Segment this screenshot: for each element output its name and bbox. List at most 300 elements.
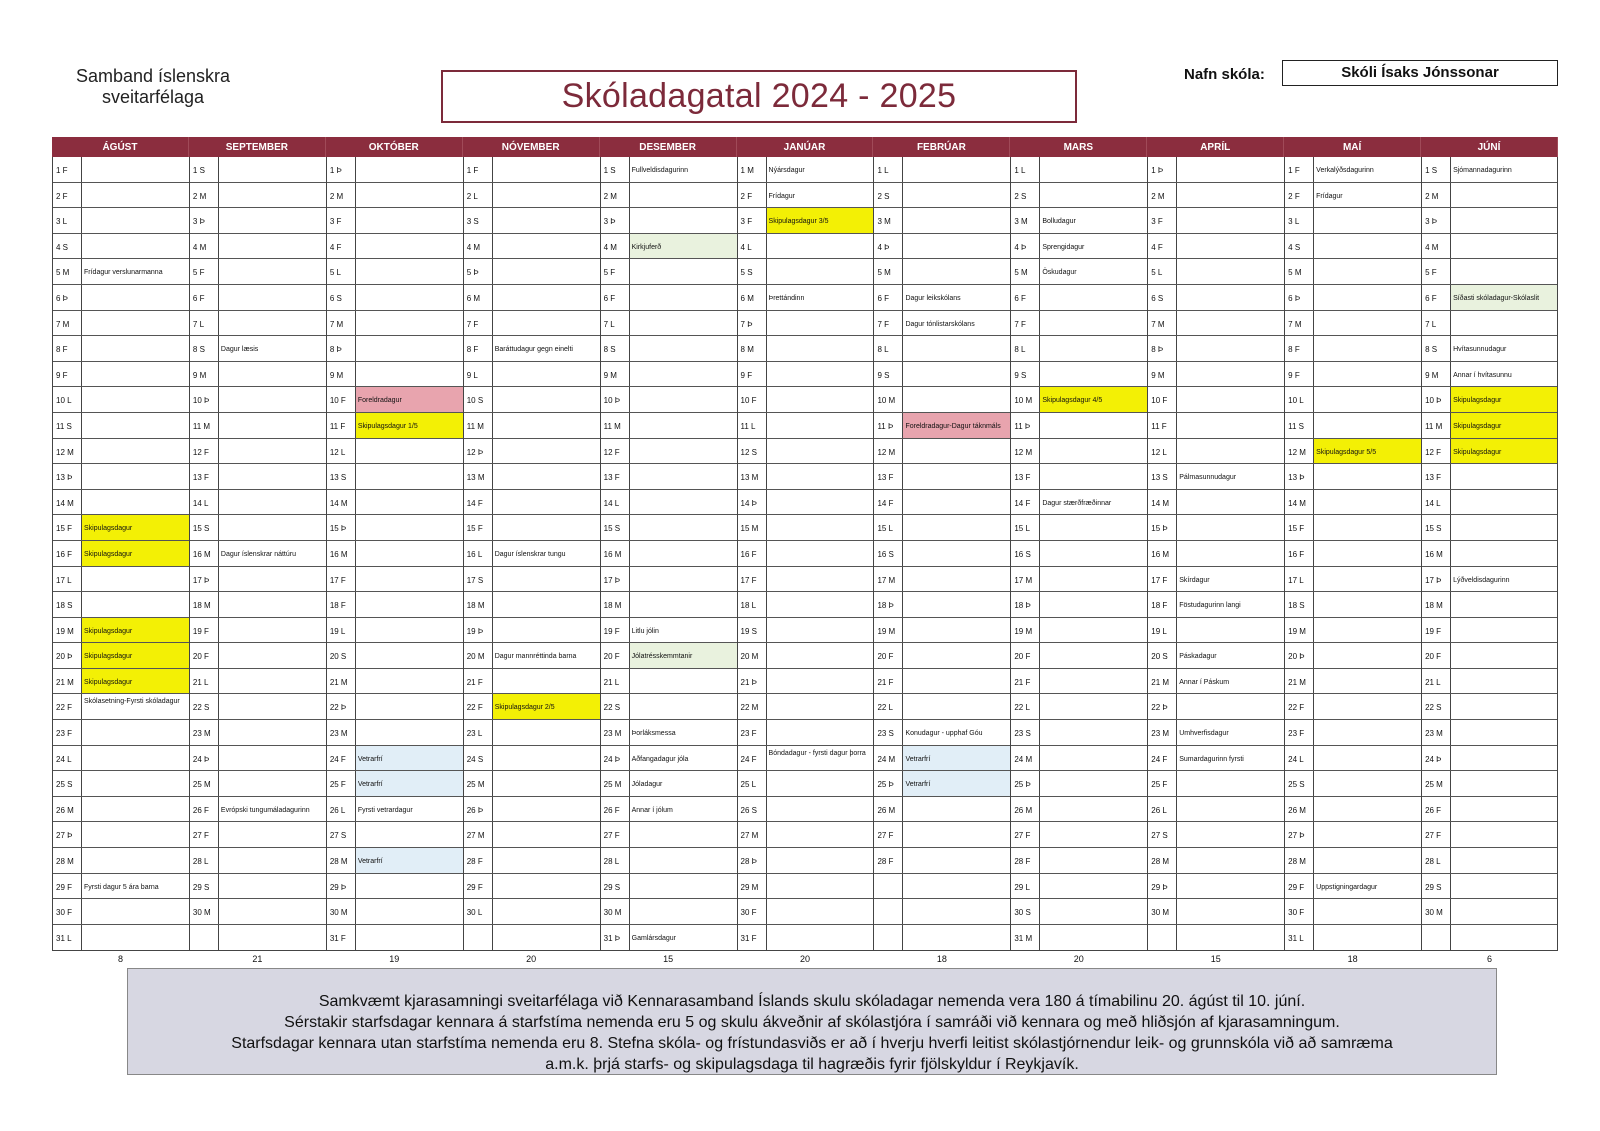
day-number: 5 L: [1148, 259, 1177, 284]
day-cell: [601, 848, 737, 874]
day-cell: [1011, 413, 1147, 439]
day-event: Bóndadagur - fyrsti dagur þorra: [768, 749, 866, 757]
day-cell: [327, 515, 463, 541]
day-number: 13 M: [738, 464, 767, 489]
day-event: Skipulagsdagur 5/5: [1314, 439, 1421, 464]
day-cell: [327, 259, 463, 285]
day-event: [219, 387, 326, 412]
day-cell: [327, 720, 463, 746]
day-number: 18 F: [1148, 592, 1177, 617]
day-event: [219, 464, 326, 489]
day-cell: [190, 413, 326, 439]
day-cell: [1285, 822, 1421, 848]
day-cell: [1148, 157, 1284, 183]
day-event: Skipulagsdagur: [82, 669, 189, 694]
day-cell: [738, 592, 874, 618]
day-number: 8 Þ: [327, 336, 356, 361]
day-cell: [327, 413, 463, 439]
day-number: 15 L: [1011, 515, 1040, 540]
day-event: Skipulagsdagur 1/5: [356, 413, 463, 438]
day-cell: [464, 362, 600, 388]
day-event: [356, 925, 463, 951]
day-cell: [1285, 541, 1421, 567]
day-event: [1040, 413, 1147, 438]
day-event: [1314, 515, 1421, 540]
day-cell: [874, 208, 1010, 234]
day-cell: [1148, 694, 1284, 720]
day-cell: [327, 234, 463, 260]
day-event: [82, 336, 189, 361]
day-cell: [601, 234, 737, 260]
day-number: 23 M: [601, 720, 630, 745]
day-cell: [190, 362, 326, 388]
day-cell: [738, 439, 874, 465]
day-event: [356, 157, 463, 182]
day-number: 24 F: [327, 746, 356, 771]
day-event: [767, 234, 874, 259]
day-number: 16 M: [327, 541, 356, 566]
day-cell: [1422, 336, 1557, 362]
day-number: 4 F: [1148, 234, 1177, 259]
day-cell: [1285, 925, 1421, 951]
day-number: 14 M: [327, 490, 356, 515]
day-number: 11 M: [1422, 413, 1451, 438]
day-event: [82, 746, 189, 771]
day-event: [1177, 899, 1284, 924]
day-number: [874, 899, 903, 924]
day-event: [493, 899, 600, 924]
day-cell: [874, 643, 1010, 669]
day-cell: [1011, 336, 1147, 362]
day-number: 7 M: [1285, 311, 1314, 336]
day-cell: [1011, 311, 1147, 337]
day-number: 3 Þ: [1422, 208, 1451, 233]
day-number: 20 Þ: [53, 643, 82, 668]
day-number: 25 M: [601, 771, 630, 796]
day-event: [903, 592, 1010, 617]
day-number: 20 F: [601, 643, 630, 668]
day-event: Aðfangadagur jóla: [631, 755, 689, 763]
month-column: [1284, 157, 1421, 950]
day-number: 28 M: [1148, 848, 1177, 873]
day-cell: [464, 490, 600, 516]
day-number: 27 F: [1422, 822, 1451, 847]
day-event: [1314, 669, 1421, 694]
day-cell: [327, 336, 463, 362]
day-event: [1177, 515, 1284, 540]
day-event: Öskudagur: [1042, 269, 1077, 277]
month-column: [737, 157, 874, 950]
day-number: 17 F: [738, 567, 767, 592]
day-number: [874, 874, 903, 899]
day-event: [1177, 285, 1284, 310]
note-line-2: Sérstakir starfsdagar kennara á starfstíma nemenda eru 5 og skulu ákveðnir af skólastjóra í samráði við kennara og með hliðsjón af kjarasamningum.: [284, 1014, 1340, 1031]
day-cell: [1422, 771, 1557, 797]
day-number: 8 Þ: [1148, 336, 1177, 361]
day-event: [356, 490, 463, 515]
day-event: Jólatrésskemmtanir: [630, 643, 737, 668]
day-event: [903, 643, 1010, 668]
day-cell: [327, 439, 463, 465]
day-number: 24 L: [1285, 746, 1314, 771]
day-cell: [1148, 848, 1284, 874]
day-cell: [738, 822, 874, 848]
day-event: [356, 643, 463, 668]
day-number: 4 M: [190, 234, 219, 259]
day-cell: [738, 259, 874, 285]
day-cell: [1011, 208, 1147, 234]
day-event: [219, 874, 326, 899]
day-event: [767, 515, 874, 540]
day-cell: [1285, 592, 1421, 618]
day-event: [356, 669, 463, 694]
day-cell: [601, 515, 737, 541]
day-event: [493, 515, 600, 540]
day-event: Skipulagsdagur 3/5: [767, 208, 874, 233]
day-event: [356, 899, 463, 924]
day-cell: [874, 439, 1010, 465]
day-number: 19 M: [53, 618, 82, 643]
day-event: [493, 157, 600, 182]
day-cell: [874, 874, 1010, 900]
day-cell: [53, 771, 189, 797]
day-event: [1314, 771, 1421, 796]
day-cell: [1011, 285, 1147, 311]
day-cell: [874, 515, 1010, 541]
day-cell: [327, 567, 463, 593]
day-number: 2 M: [190, 183, 219, 208]
day-cell: [1422, 822, 1557, 848]
day-event: [903, 541, 1010, 566]
day-number: 29 Þ: [1148, 874, 1177, 899]
day-number: 2 M: [327, 183, 356, 208]
day-number: 28 Þ: [738, 848, 767, 873]
day-cell: [874, 362, 1010, 388]
day-cell: [1422, 567, 1557, 593]
day-cell: [1148, 925, 1284, 951]
day-number: 30 F: [1285, 899, 1314, 924]
day-number: 18 L: [738, 592, 767, 617]
day-number: 27 Þ: [53, 822, 82, 847]
day-cell: [1285, 336, 1421, 362]
day-event: Evrópski tungumáladagurinn: [220, 806, 310, 814]
day-cell: [464, 464, 600, 490]
day-event: [1451, 720, 1557, 745]
day-cell: [1285, 439, 1421, 465]
day-event: [1314, 899, 1421, 924]
day-cell: [190, 541, 326, 567]
day-event: Sprengidagur: [1042, 243, 1085, 251]
day-number: 25 Þ: [1011, 771, 1040, 796]
day-event: [1177, 439, 1284, 464]
day-number: 13 S: [1148, 464, 1177, 489]
day-event: [1040, 899, 1147, 924]
day-cell: [464, 848, 600, 874]
day-cell: [601, 311, 737, 337]
day-event: [903, 208, 1010, 233]
day-number: 7 F: [464, 311, 493, 336]
day-number: 24 Þ: [601, 746, 630, 771]
day-cell: [1148, 618, 1284, 644]
day-event: Skipulagsdagur: [1451, 439, 1557, 464]
month-day-count: 15: [663, 954, 674, 965]
day-event: [82, 183, 189, 208]
day-cell: [1011, 464, 1147, 490]
day-number: 13 M: [464, 464, 493, 489]
day-number: 10 Þ: [190, 387, 219, 412]
note-line-4: a.m.k. þrjá starfs- og skipulagsdaga til hagræðis fyrir fjölskyldur í Reykjavík.: [545, 1056, 1079, 1073]
day-number: 18 S: [1285, 592, 1314, 617]
day-number: 30 M: [327, 899, 356, 924]
day-number: 5 M: [53, 259, 82, 284]
day-number: 17 S: [464, 567, 493, 592]
day-number: 7 F: [1011, 311, 1040, 336]
day-number: 31 L: [1285, 925, 1314, 951]
day-cell: [53, 362, 189, 388]
day-event: Dagur íslenskrar tungu: [494, 550, 566, 558]
day-cell: [601, 822, 737, 848]
day-number: 17 F: [327, 567, 356, 592]
day-event: [630, 848, 737, 873]
day-cell: [601, 336, 737, 362]
day-event: [1314, 362, 1421, 387]
day-cell: [601, 259, 737, 285]
day-cell: [1011, 234, 1147, 260]
month-column: [189, 157, 326, 950]
day-cell: [327, 694, 463, 720]
day-number: 27 M: [738, 822, 767, 847]
day-number: 14 L: [190, 490, 219, 515]
day-cell: [1011, 567, 1147, 593]
day-event: Frídagur: [1316, 192, 1343, 200]
day-event: [1451, 874, 1557, 899]
day-event: [630, 311, 737, 336]
day-number: 21 F: [1011, 669, 1040, 694]
day-cell: [1422, 285, 1557, 311]
day-event: [493, 490, 600, 515]
day-number: 15 Þ: [1148, 515, 1177, 540]
day-number: 11 S: [53, 413, 82, 438]
day-cell: [1422, 541, 1557, 567]
day-cell: [464, 234, 600, 260]
day-event: [219, 925, 326, 951]
day-event: [219, 515, 326, 540]
day-cell: [464, 746, 600, 772]
day-cell: [1148, 285, 1284, 311]
day-cell: [327, 822, 463, 848]
day-cell: [53, 797, 189, 823]
day-cell: [1422, 183, 1557, 209]
day-number: 6 M: [464, 285, 493, 310]
day-cell: [874, 694, 1010, 720]
month-day-count: 8: [117, 954, 123, 965]
day-event: [1314, 643, 1421, 668]
day-cell: [327, 669, 463, 695]
day-number: 8 S: [601, 336, 630, 361]
day-number: 13 F: [874, 464, 903, 489]
day-event: [1451, 311, 1557, 336]
month-column: [1421, 157, 1558, 950]
day-event: [356, 720, 463, 745]
day-cell: [190, 157, 326, 183]
day-event: Þrettándinn: [768, 294, 805, 302]
day-event: Jóladagur: [631, 781, 663, 789]
day-cell: [1148, 515, 1284, 541]
day-number: 8 L: [874, 336, 903, 361]
day-number: 21 L: [1422, 669, 1451, 694]
day-cell: [874, 822, 1010, 848]
day-cell: [601, 413, 737, 439]
day-number: 21 L: [601, 669, 630, 694]
day-number: 29 Þ: [327, 874, 356, 899]
day-number: 17 Þ: [190, 567, 219, 592]
day-number: 26 F: [1422, 797, 1451, 822]
day-cell: [1285, 413, 1421, 439]
day-number: 28 M: [327, 848, 356, 873]
day-number: 12 L: [327, 439, 356, 464]
day-event: [903, 669, 1010, 694]
day-number: 20 Þ: [1285, 643, 1314, 668]
day-cell: [190, 771, 326, 797]
day-cell: [190, 848, 326, 874]
day-number: 15 S: [190, 515, 219, 540]
day-cell: [53, 592, 189, 618]
day-event: [630, 439, 737, 464]
day-cell: [1148, 387, 1284, 413]
day-number: 15 F: [53, 515, 82, 540]
day-cell: [464, 439, 600, 465]
day-event: [1040, 669, 1147, 694]
day-number: 14 M: [53, 490, 82, 515]
day-number: 17 F: [1148, 567, 1177, 592]
day-cell: [53, 157, 189, 183]
day-number: 19 L: [327, 618, 356, 643]
day-event: [1040, 874, 1147, 899]
day-cell: [874, 541, 1010, 567]
day-cell: [327, 311, 463, 337]
day-cell: [1148, 746, 1284, 772]
month-column: [873, 157, 1010, 950]
day-event: [1040, 643, 1147, 668]
day-number: 22 S: [601, 694, 630, 719]
day-cell: [1285, 285, 1421, 311]
day-event: Foreldradagur-Dagur táknmáls: [903, 413, 1010, 438]
day-cell: [327, 208, 463, 234]
day-cell: [1148, 592, 1284, 618]
day-number: 2 L: [464, 183, 493, 208]
day-event: [1040, 285, 1147, 310]
day-event: [219, 618, 326, 643]
day-number: 26 M: [1285, 797, 1314, 822]
day-event: [82, 387, 189, 412]
day-cell: [601, 720, 737, 746]
day-event: [1314, 925, 1421, 951]
day-event: [767, 311, 874, 336]
day-event: Skipulagsdagur: [82, 515, 189, 540]
day-number: 6 F: [601, 285, 630, 310]
day-cell: [1148, 413, 1284, 439]
day-cell: [601, 643, 737, 669]
day-cell: [1285, 797, 1421, 823]
day-event: Frídagur: [768, 192, 795, 200]
day-event: [356, 592, 463, 617]
day-event: Foreldradagur: [356, 387, 463, 412]
day-number: 26 S: [738, 797, 767, 822]
day-number: 16 M: [1422, 541, 1451, 566]
day-event: [903, 618, 1010, 643]
day-event: [219, 259, 326, 284]
day-cell: [738, 515, 874, 541]
month-header: JÚNÍ: [1421, 137, 1558, 157]
day-number: 23 M: [190, 720, 219, 745]
day-number: 14 M: [1285, 490, 1314, 515]
month-day-count: 19: [389, 954, 400, 965]
day-event: [1177, 797, 1284, 822]
day-event: Kirkjuferð: [630, 234, 737, 259]
org-line-2: sveitarfélaga: [101, 87, 205, 107]
day-event: Dagur tónlistarskólans: [905, 320, 975, 328]
day-cell: [738, 720, 874, 746]
day-cell: [53, 643, 189, 669]
day-number: 3 F: [738, 208, 767, 233]
day-cell: [464, 592, 600, 618]
day-event: [1314, 490, 1421, 515]
day-cell: [53, 336, 189, 362]
day-number: 4 M: [1422, 234, 1451, 259]
day-event: Pálmasunnudagur: [1179, 474, 1237, 482]
day-event: [219, 899, 326, 924]
day-event: Sumardagurinn fyrsti: [1179, 755, 1244, 763]
day-cell: [190, 899, 326, 925]
day-number: 24 M: [874, 746, 903, 771]
day-cell: [1422, 157, 1557, 183]
day-number: 22 F: [1285, 694, 1314, 719]
day-cell: [1422, 797, 1557, 823]
day-number: 1 F: [1285, 157, 1314, 182]
day-number: 31 F: [327, 925, 356, 951]
day-cell: [464, 567, 600, 593]
day-cell: [1422, 439, 1557, 465]
day-event: [219, 592, 326, 617]
day-event: [82, 490, 189, 515]
day-cell: [1285, 643, 1421, 669]
day-event: [1451, 669, 1557, 694]
day-number: 10 M: [1011, 387, 1040, 412]
day-cell: [190, 208, 326, 234]
day-cell: [738, 567, 874, 593]
school-name-label: Nafn skóla:: [1184, 66, 1265, 83]
day-number: 22 L: [874, 694, 903, 719]
day-number: 15 F: [464, 515, 493, 540]
day-cell: [53, 541, 189, 567]
day-event: [767, 464, 874, 489]
day-event: [630, 362, 737, 387]
day-number: 11 L: [738, 413, 767, 438]
day-cell: [1011, 925, 1147, 951]
day-cell: [874, 234, 1010, 260]
day-event: [767, 848, 874, 873]
day-number: 29 S: [601, 874, 630, 899]
day-number: 10 F: [1148, 387, 1177, 412]
day-cell: [53, 413, 189, 439]
day-number: 21 L: [190, 669, 219, 694]
day-number: 10 Þ: [1422, 387, 1451, 412]
day-event: [767, 592, 874, 617]
day-event: [219, 285, 326, 310]
day-event: [356, 618, 463, 643]
day-number: 27 S: [327, 822, 356, 847]
day-cell: [1011, 183, 1147, 209]
